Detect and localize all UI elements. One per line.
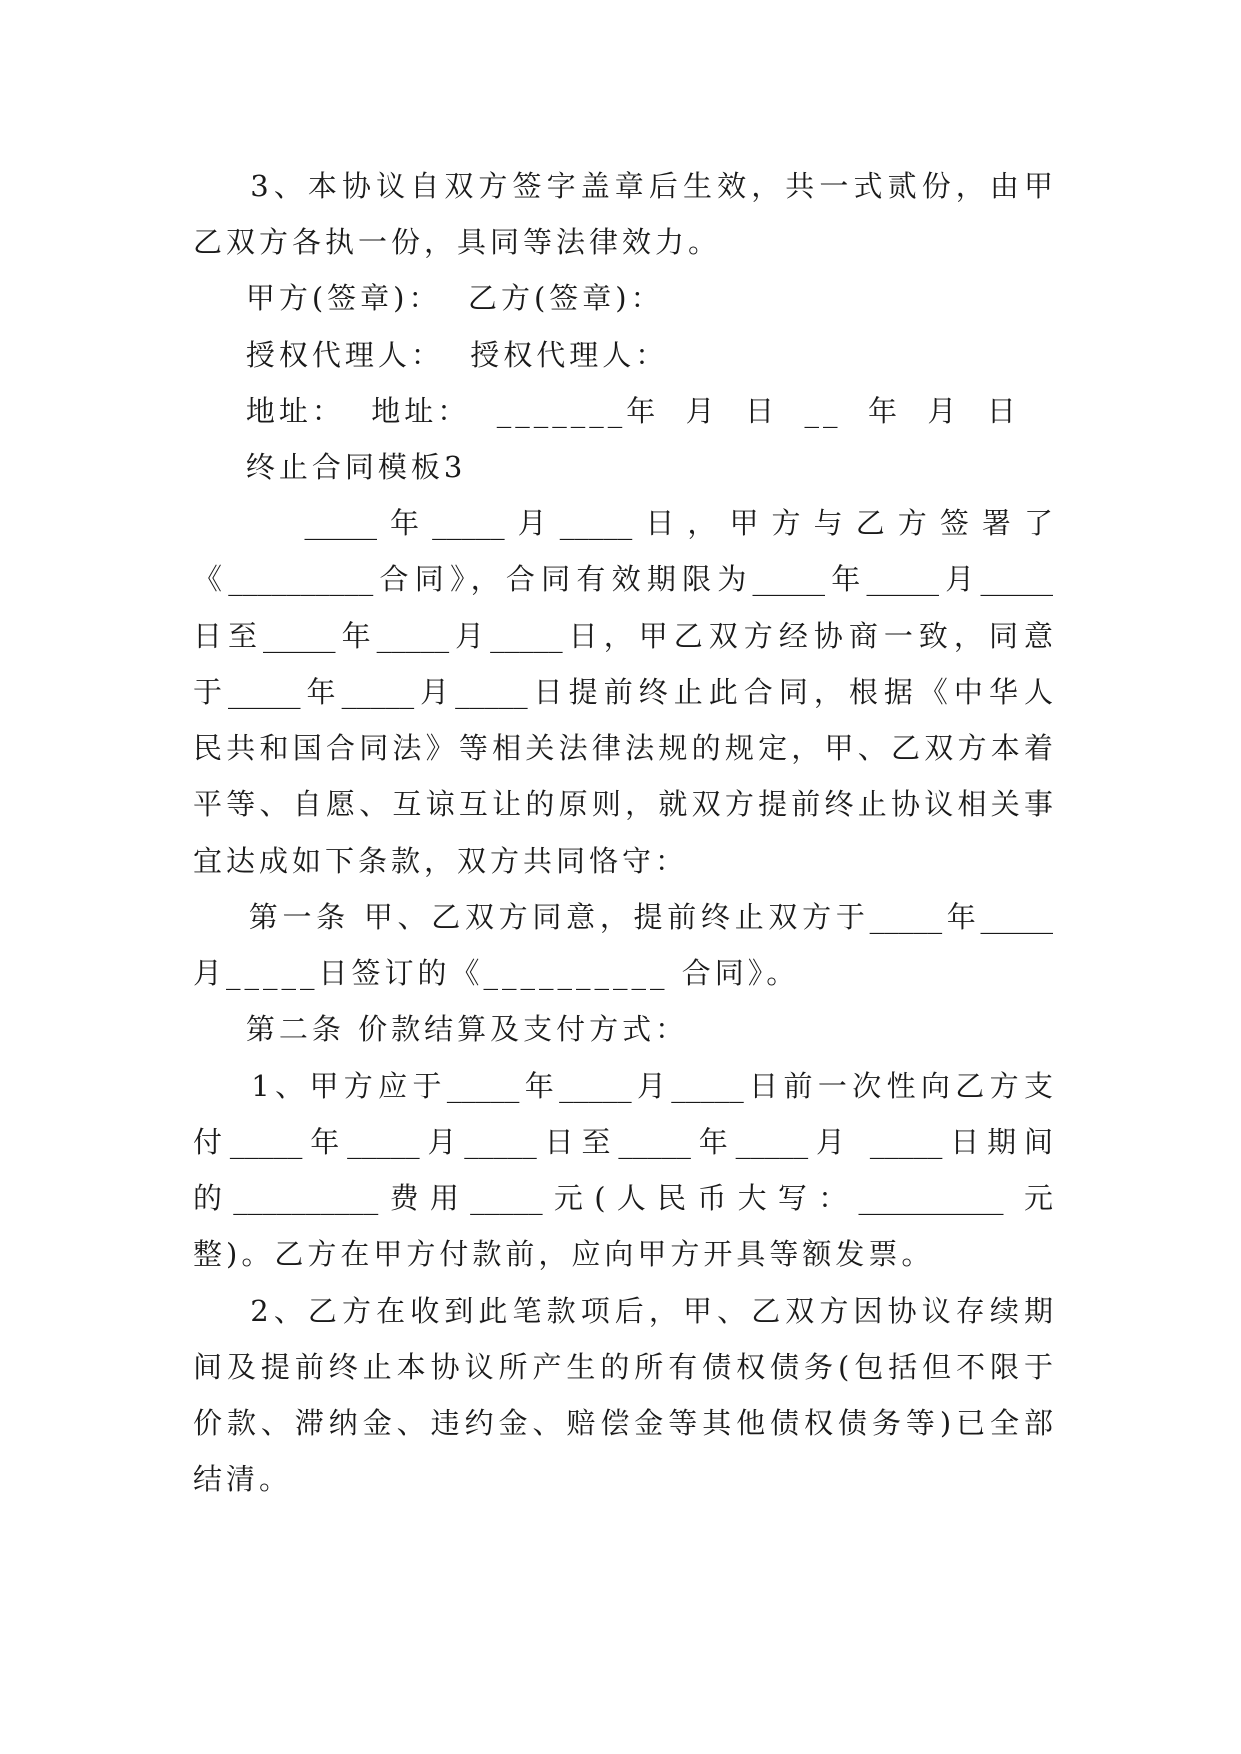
text-line: 结清。: [193, 1462, 293, 1496]
text-line: 月_____日签订的《__________ 合同》。: [193, 956, 800, 990]
text-line: 民共和国合同法》等相关法律法规的规定，甲、乙双方本着: [193, 731, 1053, 765]
text-line: 宜达成如下条款，双方共同恪守：: [193, 844, 689, 878]
text-line: 整)。乙方在甲方付款前，应向甲方开具等额发票。: [193, 1237, 935, 1271]
text-line: 《__________合同》，合同有效期限为_____年_____月_____: [193, 562, 1053, 596]
text-line: 授权代理人： 授权代理人：: [193, 338, 669, 372]
text-line: 价款、滞纳金、违约金、赔偿金等其他债权债务等)已全部: [193, 1406, 1053, 1440]
text-line: 付_____年_____月_____日至_____年_____月 _____日期间: [193, 1125, 1053, 1159]
text-line: 1、甲方应于_____年_____月_____日前一次性向乙方支: [193, 1069, 1053, 1103]
text-line: 地址： 地址： _______年 月 日 __ 年 月 日: [193, 394, 1020, 428]
text-line: 甲方(签章)： 乙方(签章)：: [193, 281, 664, 315]
text-line: 乙双方各执一份，具同等法律效力。: [193, 225, 722, 259]
text-line: _____年_____月_____日，甲方与乙方签署了: [193, 506, 1053, 540]
text-line: 平等、自愿、互谅互让的原则，就双方提前终止协议相关事: [193, 787, 1053, 821]
text-line: 间及提前终止本协议所产生的所有债权债务(包括但不限于: [193, 1350, 1053, 1384]
text-line: 于_____年_____月_____日提前终止此合同，根据《中华人: [193, 675, 1053, 709]
text-line: 第二条 价款结算及支付方式：: [193, 1012, 689, 1046]
section-heading: 终止合同模板3: [193, 450, 467, 484]
text-line: 日至_____年_____月_____日，甲乙双方经协商一致，同意: [193, 619, 1053, 653]
text-line: 3、本协议自双方签字盖章后生效，共一式贰份，由甲: [193, 169, 1053, 203]
text-line: 第一条 甲、乙双方同意，提前终止双方于_____年_____: [193, 900, 1053, 934]
text-line: 的__________费用_____元(人民币大写：__________ 元: [193, 1181, 1053, 1215]
text-line: 2、乙方在收到此笔款项后，甲、乙双方因协议存续期: [193, 1294, 1053, 1328]
